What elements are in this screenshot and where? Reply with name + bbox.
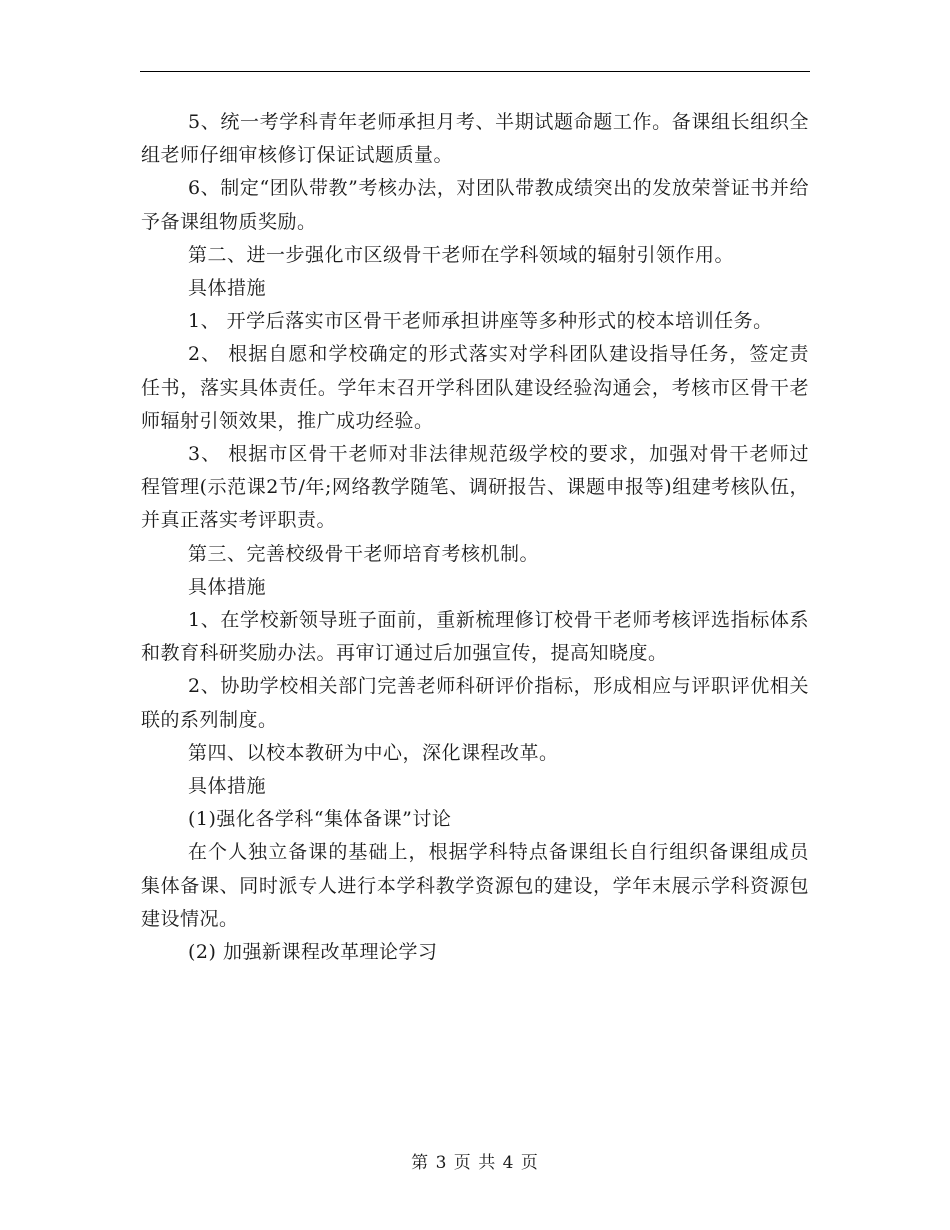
paragraph: (1)强化各学科“集体备课”讨论 bbox=[188, 808, 452, 831]
section-heading: 第四、以校本教研为中心，深化课程改革。 bbox=[188, 741, 559, 764]
paragraph: 2、 根据自愿和学校确定的形式落实对学科团队建设指导任务，签定责任书，落实具体责任。学年末召开学科团队建设经验沟通会，考核市区骨干老师辐射引领效果，推广成功经验。 bbox=[141, 343, 809, 432]
paragraph: 1、在学校新领导班子面前，重新梳理修订校骨干老师考核评选指标体系和教育科研奖励办法。再审订通过后加强宣传，提高知晓度。 bbox=[141, 609, 809, 665]
paragraph: 2、协助学校相关部门完善老师科研评价指标，形成相应与评职评优相关联的系列制度。 bbox=[141, 675, 809, 731]
paragraph: 在个人独立备课的基础上，根据学科特点备课组长自行组织备课组成员集体备课、同时派专人进行本学科教学资源包的建设，学年末展示学科资源包建设情况。 bbox=[141, 841, 809, 930]
header-rule bbox=[140, 71, 810, 72]
section-heading: 第二、进一步强化市区级骨干老师在学科领域的辐射引领作用。 bbox=[188, 243, 735, 266]
section-heading: 第三、完善校级骨干老师培育考核机制。 bbox=[188, 542, 540, 565]
paragraph: (2) 加强新课程改革理论学习 bbox=[188, 941, 438, 964]
page-number: 第 3 页 共 4 页 bbox=[411, 1153, 539, 1173]
subheading: 具体措施 bbox=[188, 575, 267, 598]
document-body bbox=[141, 106, 809, 969]
paragraph: 6、制定“团队带教”考核办法，对团队带教成绩突出的发放荣誉证书并给予备课组物质奖励。 bbox=[141, 177, 809, 233]
paragraph: 3、 根据市区骨干老师对非法律规范级学校的要求，加强对骨干老师过程管理(示范课2节/年;网络教学随笔、调研报告、课题申报等)组建考核队伍，并真正落实考评职责。 bbox=[141, 443, 809, 532]
paragraph: 1、 开学后落实市区骨干老师承担讲座等多种形式的校本培训任务。 bbox=[188, 310, 773, 333]
subheading: 具体措施 bbox=[188, 775, 267, 798]
paragraph: 5、统一考学科青年老师承担月考、半期试题命题工作。备课组长组织全组老师仔细审核修订保证试题质量。 bbox=[141, 111, 809, 167]
subheading: 具体措施 bbox=[188, 277, 267, 300]
